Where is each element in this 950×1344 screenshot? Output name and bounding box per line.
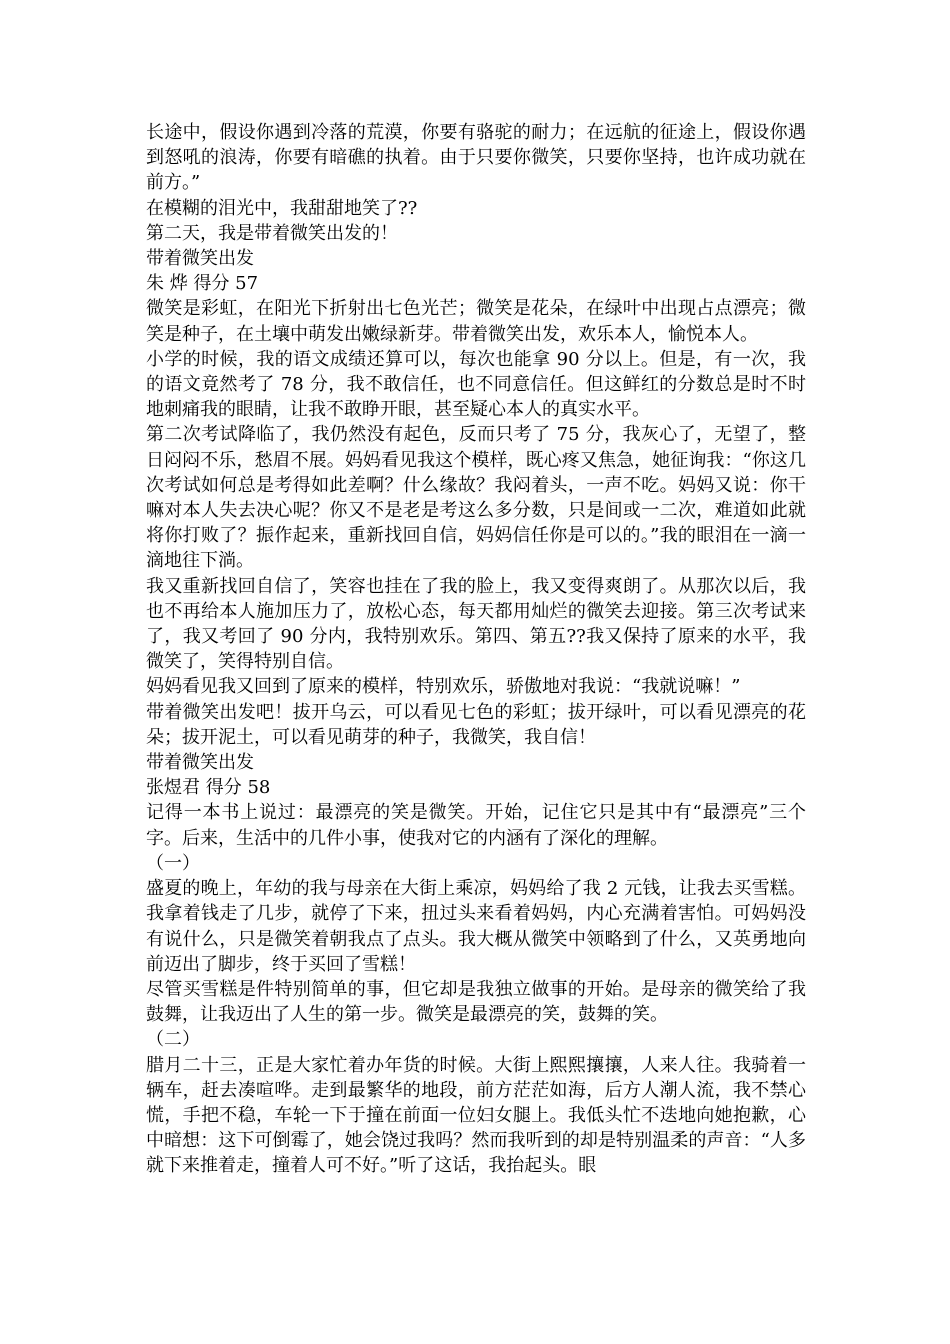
essay-title-2: 带着微笑出发 bbox=[146, 752, 254, 774]
paragraph-smiled-in-tears: 在模糊的泪光中，我甜甜地笑了?? bbox=[146, 197, 418, 219]
paragraph-smile-rainbow: 微笑是彩虹，在阳光下折射出七色光芒；微笑是花朵，在绿叶中出现占点漂亮；微笑是种子，在土壤中萌发出嫩绿新芽。带着微笑出发，欢乐本人，愉悦本人。 bbox=[146, 298, 806, 345]
paragraph-most-beautiful-smile: 记得一本书上说过：最漂亮的笑是微笑。开始，记住它只是其中有“最漂亮”三个字。后来，生活中的几件小事，使我对它的内涵有了深化的理解。 bbox=[146, 802, 806, 849]
essay-author-score-2: 张煜君 得分 58 bbox=[146, 777, 271, 799]
section-marker-2: （二） bbox=[146, 1029, 200, 1051]
essay-author-score-1: 朱 烨 得分 57 bbox=[146, 273, 259, 295]
paragraph-next-day: 第二天，我是带着微笑出发的！ bbox=[146, 222, 398, 244]
paragraph-first-step: 尽管买雪糕是件特别简单的事，但它却是我独立做事的开始。是母亲的微笑给了我鼓舞，让我迈出了人生的第一步。微笑是最漂亮的笑，鼓舞的笑。 bbox=[146, 978, 806, 1026]
paragraph-regained-confidence: 我又重新找回自信了，笑容也挂在了我的脸上，我又变得爽朗了。从那次以后，我也不再给本人施加压力了，放松心态，每天都用灿烂的微笑去迎接。第三次考试来了，我又考回了 90 分内，我特别欢乐。第四、第五??我又保持了原来的水平，我微笑了，笑得特别自信。 bbox=[146, 575, 806, 673]
paragraph-second-exam: 第二次考试降临了，我仍然没有起色，反而只考了 75 分，我灰心了，无望了，整日闷闷不乐，愁眉不展。妈妈看见我这个模样，既心疼又焦急，她征询我：“你这几次考试如何总是考得如此差啊？什么缘故？我闷着头，一声不吃。妈妈又说：你干嘛对本人失去决心呢？你又不是老是考这么多分数，只是间或一二次，难道如此就将你打败了？振作起来，重新找回自信，妈妈信任你是可以的。”我的眼泪在一滴一滴地往下淌。 bbox=[146, 424, 806, 572]
paragraph-new-year-street: 腊月二十三，正是大家忙着办年货的时候。大街上熙熙攘攘，人来人往。我骑着一辆车，赶去凑喧哗。走到最繁华的地段，前方茫茫如海，后方人潮人流，我不禁心慌，手把不稳，车轮一下于撞在前面一位妇女腿上。我低头忙不迭地向她抱歉，心中暗想：这下可倒霉了，她会饶过我吗？然而我听到的却是特别温柔的声音：“人多就下来推着走，撞着人可不好。”听了这话，我抬起头。眼 bbox=[146, 1054, 806, 1177]
essay-title-1: 带着微笑出发 bbox=[146, 248, 254, 270]
paragraph-summer-evening: 盛夏的晚上，年幼的我与母亲在大街上乘凉，妈妈给了我 2 元钱，让我去买雪糕。我拿着钱走了几步，就停了下来，扭过头来看着妈妈，内心充满着害怕。可妈妈没有说什么，只是微笑着朝我点了点头。我大概从微笑中领略到了什么，又英勇地向前迈出了脚步，终于买回了雪糕！ bbox=[146, 878, 806, 975]
paragraph-mother-happy: 妈妈看见我又回到了原来的模样，特别欢乐，骄傲地对我说：“我就说嘛！” bbox=[146, 676, 741, 698]
document-body bbox=[146, 120, 806, 1179]
paragraph-exam-score: 小学的时候，我的语文成绩还算可以，每次也能拿 90 分以上。但是，有一次，我的语文竟然考了 78 分，我不敢信任，也不同意信任。但这鲜红的分数总是时不时地刺痛我的眼睛，让我不敢睁开眼，甚至疑心本人的真实水平。 bbox=[146, 348, 806, 421]
paragraph-set-out-with-smile: 带着微笑出发吧！拔开乌云，可以看见七色的彩虹；拔开绿叶，可以看见漂亮的花朵；拔开泥土，可以看见萌芽的种子，我微笑，我自信！ bbox=[146, 701, 806, 748]
section-marker-1: （一） bbox=[146, 852, 200, 874]
paragraph-journey-metaphor: 长途中，假设你遇到冷落的荒漠，你要有骆驼的耐力；在远航的征途上，假设你遇到怒吼的浪涛，你要有暗礁的执着。由于只要你微笑，只要你坚持，也许成功就在前方。” bbox=[146, 122, 806, 194]
